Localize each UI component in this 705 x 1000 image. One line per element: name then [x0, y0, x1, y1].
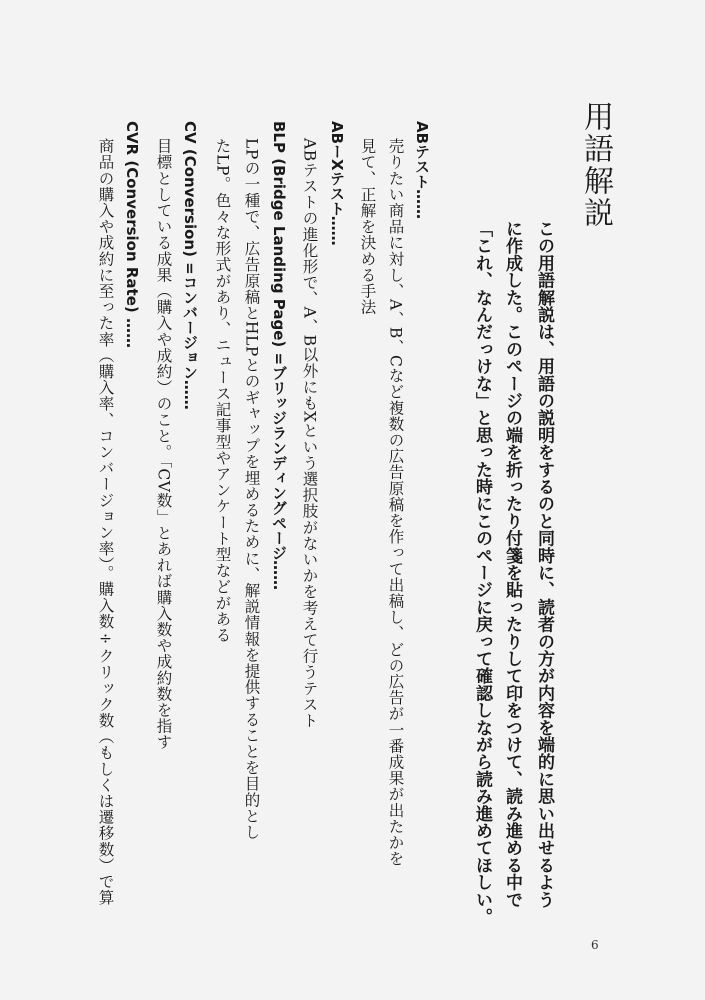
term-blp: BLP (Bridge Landing Page) =ブリッジランディングページ……	[270, 121, 288, 591]
intro-line-2: に作成した。このページの端を折ったり付箋を貼ったりして印をつけて、読み進める中で	[502, 220, 522, 908]
term-cv: CV (Conversion) =コンバージョン……	[181, 121, 199, 410]
intro-line-3: 「これ、なんだっけな」と思った時にこのページに戻って確認しながら読み進めてほしい。	[472, 220, 492, 926]
intro-line-1: この用語解説は、用語の説明をするのと同時に、読者の方が内容を端的に思い出せるよう	[534, 220, 554, 908]
term-cvr: CVR (Conversion Rate) ……	[123, 121, 141, 348]
term-ab-test: ABテスト……	[413, 121, 431, 220]
definition-cvr-line-1: 商品の購入や成約に至った率（購入率、コンバージョン率）。購入数÷クリック数（もしくは遷移数）で算	[96, 138, 115, 906]
page-title: 用語解説	[578, 101, 613, 229]
definition-ab-test-line-1: 売りたい商品に対し、A、B、Cなど複数の広告原稿を作って出稿し、どの広告が一番成果が出たかを	[386, 138, 405, 867]
page-number: 6	[591, 938, 599, 952]
definition-ab-test-line-2: 見て、正解を決める手法	[358, 138, 377, 316]
definition-blp-line-2: たLP。色々な形式があり、ニュース記事型やアンケート型などがある	[213, 138, 232, 643]
term-abx-test: ABーXテスト……	[328, 121, 346, 246]
definition-cv-line-1: 目標としている成果（購入や成約）のこと。「CV数」とあれば購入数や成約数を指す	[154, 138, 173, 751]
definition-blp-line-1: LPの一種で、広告原稿とHLPとのギャップを埋めるために、解説情報を提供することを目的とし	[242, 138, 261, 840]
definition-abx-test-line-1: ABテストの進化形で、A、B以外にもXという選択肢がないかを考えて行うテスト	[300, 138, 319, 729]
